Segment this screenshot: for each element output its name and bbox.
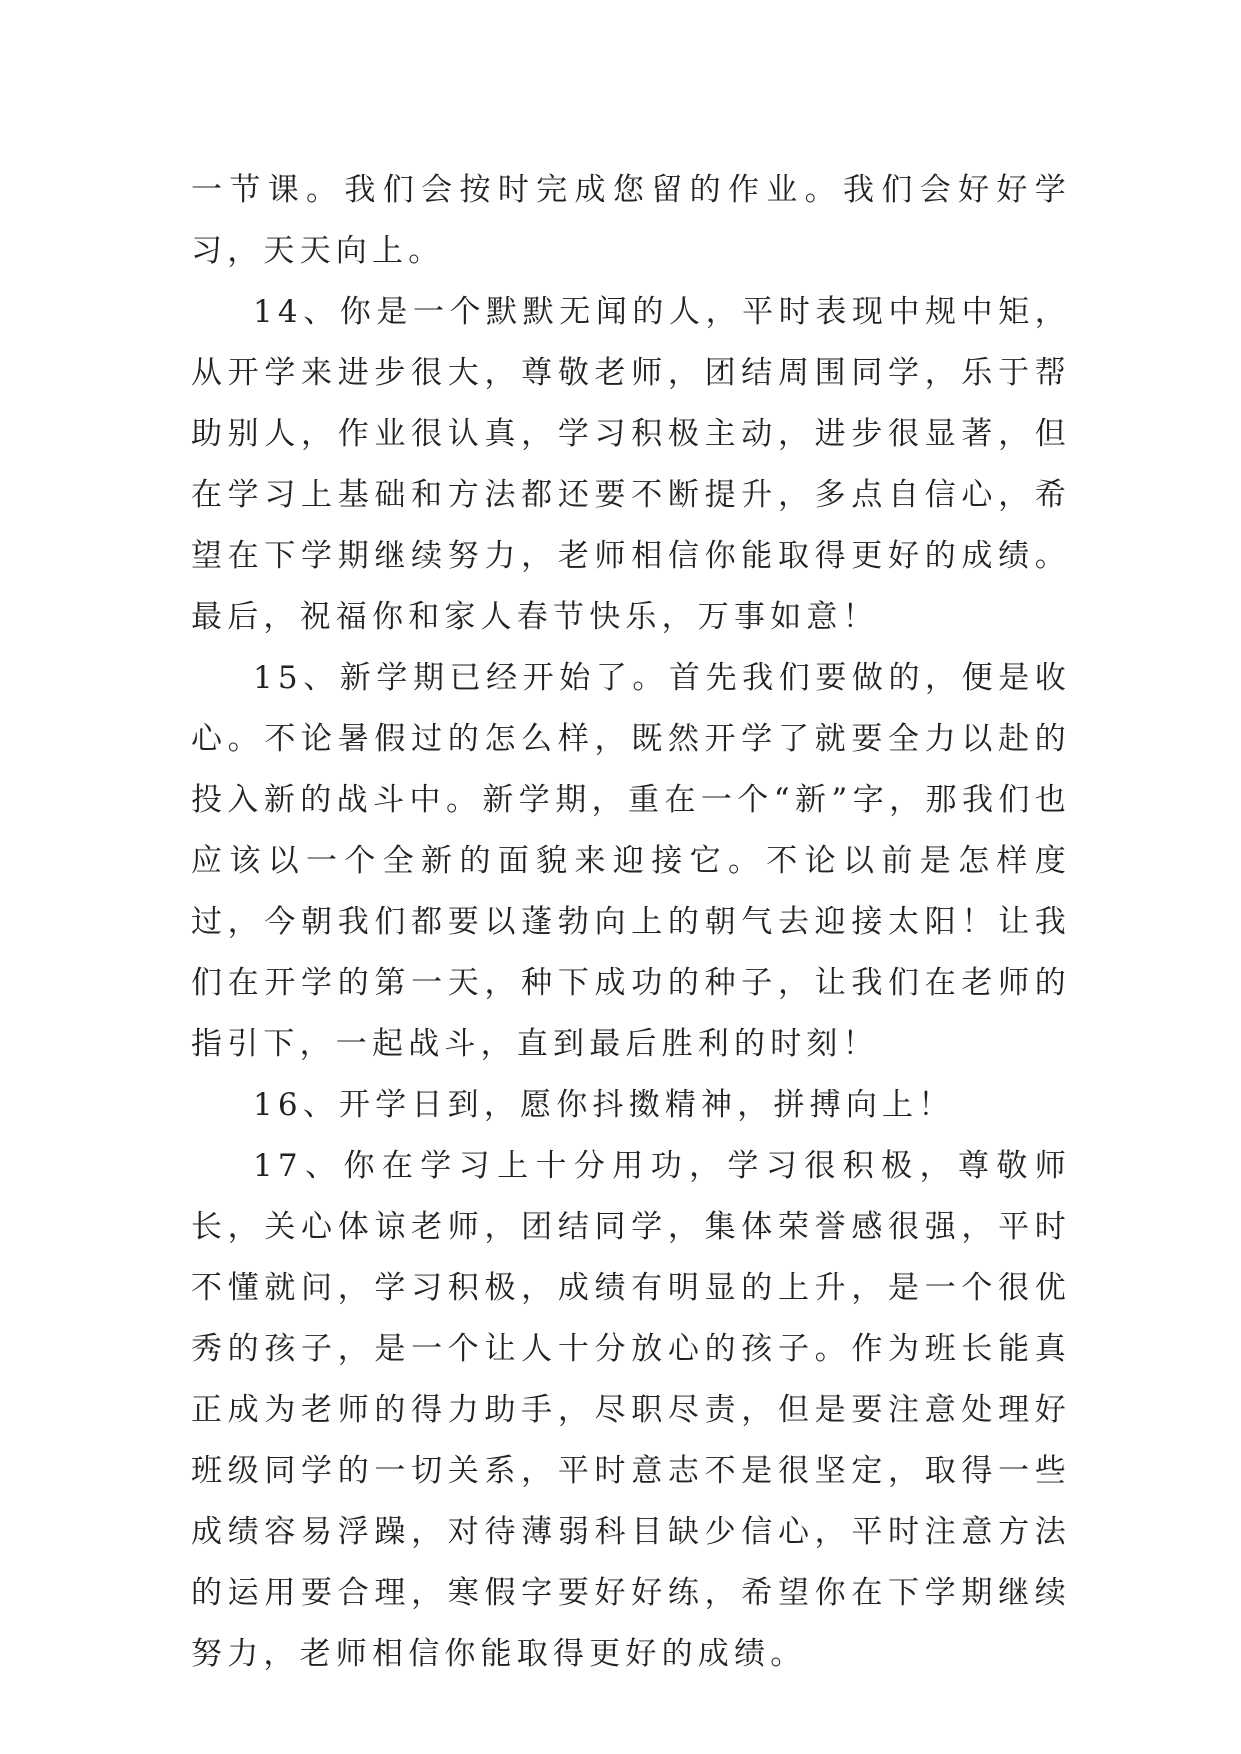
paragraph-item-16: 16、开学日到，愿你抖擞精神，拼搏向上！ (253, 1087, 955, 1123)
paragraph-item-17: 17、你在学习上十分用功，学习很积极，尊敬师长，关心体谅老师，团结同学，集体荣誉感很强，平时不懂就问，学习积极，成绩有明显的上升，是一个很优秀的孩子，是一个让人十分放心的孩子。作为班长能真正成为老师的得力助手，尽职尽责，但是要注意处理好班级同学的一切关系，平时意志不是很坚定，取得一些成绩容易浮躁，对待薄弱科目缺少信心，平时注意方法的运用要合理，寒假字要好好练，希望你在下学期继续努力，老师相信你能取得更好的成绩。 (191, 1148, 1071, 1672)
document-body (191, 160, 1071, 1685)
paragraph-item-14: 14、你是一个默默无闻的人，平时表现中规中矩，从开学来进步很大，尊敬老师，团结周围同学，乐于帮助别人，作业很认真，学习积极主动，进步很显著，但在学习上基础和方法都还要不断提升，多点自信心，希望在下学期继续努力，老师相信你能取得更好的成绩。最后，祝福你和家人春节快乐，万事如意！ (191, 294, 1071, 635)
paragraph-continuation: 一节课。我们会按时完成您留的作业。我们会好好学习，天天向上。 (191, 172, 1071, 269)
paragraph-item-15: 15、新学期已经开始了。首先我们要做的，便是收心。不论暑假过的怎么样，既然开学了就要全力以赴的投入新的战斗中。新学期，重在一个“新”字，那我们也应该以一个全新的面貌来迎接它。不论以前是怎样度过，今朝我们都要以蓬勃向上的朝气去迎接太阳！让我们在开学的第一天，种下成功的种子，让我们在老师的指引下，一起战斗，直到最后胜利的时刻！ (191, 660, 1071, 1062)
